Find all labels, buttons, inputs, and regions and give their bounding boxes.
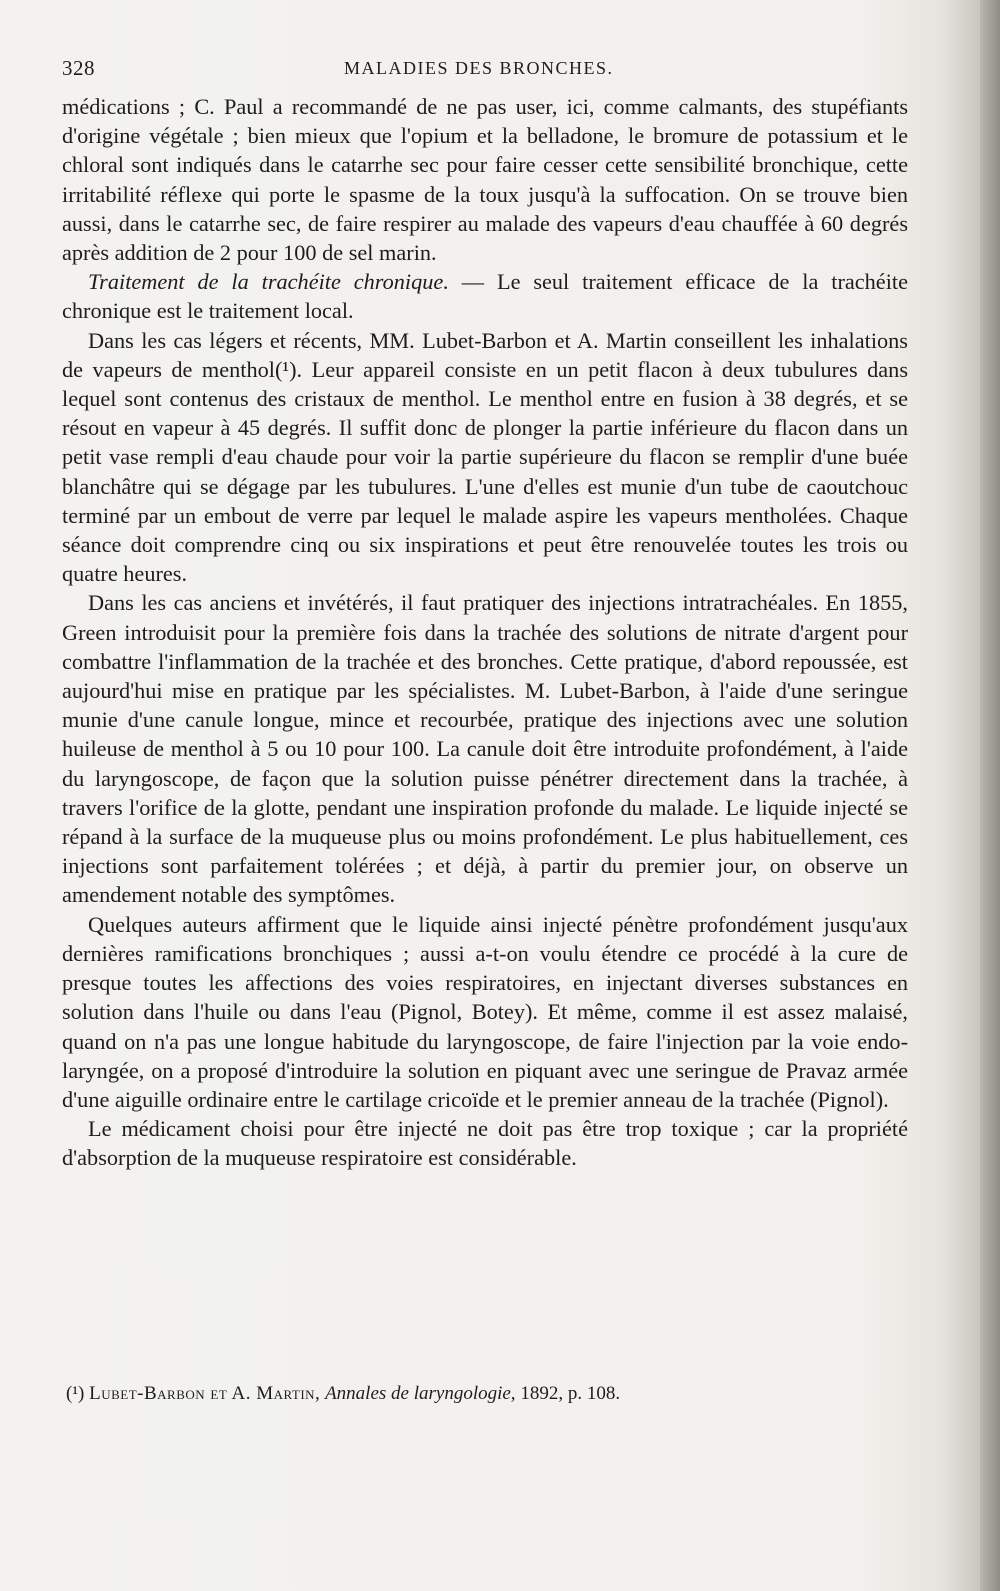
running-head: [62, 56, 922, 86]
paragraph-5: Quelques auteurs affirment que le liquide ainsi injecté pénètre profondément jusqu'aux dernières ramifications bronchiques ; aussi a-t-on voulu étendre ce procédé à la cure de presque toutes les affections des voies respiratoires, en injectant diverses substances en solution dans l'huile ou dans l'eau (Pignol, Botey). Et même, comme il est assez malaisé, quand on n'a pas une longue habitude du laryngoscope, de faire l'injection par la voie endo-laryngée, on a proposé d'introduire la solution en piquant avec une seringue de Pravaz armée d'une aiguille ordinaire entre le cartilage cricoïde et le premier anneau de la trachée (Pignol).: [62, 911, 908, 1112]
paragraph-2: [62, 267, 908, 325]
paragraph-4: Dans les cas anciens et invétérés, il faut pratiquer des injections intratrachéales. En 1855, Green introduisit pour la première fois dans la trachée des solutions de nitrate d'argent pour combattre l'inflammation de la trachée et des bronches. Cette pratique, d'abord repoussée, est aujourd'hui mise en pratique par les spécialistes. M. Lubet-Barbon, à l'aide d'une seringue munie d'une canule longue, mince et recourbée, pratique des injections avec une solution huileuse de menthol à 5 ou 10 pour 100. La canule doit être introduite profondément, à l'aide du laryngoscope, de façon que la solution puisse pénétrer directement dans la trachée, à travers l'orifice de la glotte, pendant une inspiration profonde du malade. Le liquide injecté se répand à la surface de la muqueuse plus ou moins profondément. Le plus habituellement, ces injections sont parfaitement tolérées ; et déjà, à partir du premier jour, on observe un amendement notable des symptômes.: [62, 590, 908, 908]
paragraph-1: médications ; C. Paul a recommandé de ne pas user, ici, comme calmants, des stupéfiants d'origine végétale ; bien mieux que l'opium et la belladone, le bromure de potassium et le chloral sont indiqués dans le catarrhe sec pour faire cesser cette sensibilité bronchique, cette irritabilité réflexe qui porte le spasme de la toux jusqu'à la suffocation. On se trouve bien aussi, dans le catarrhe sec, de faire respirer au malade des vapeurs d'eau chauffée à 60 degrés après addition de 2 pour 100 de sel marin.: [62, 94, 908, 266]
footnote-mark: (¹): [66, 1383, 85, 1404]
paragraph-3: [62, 326, 908, 589]
paragraph-3-text-b: . Leur appareil consiste en un petit flacon à deux tubulures dans lequel sont contenus des cristaux de menthol. Le menthol entre en fusion à 38 degrés, et se résout en vapeur à 45 degrés. Il suffit donc de plonger la partie inférieure du flacon dans un petit vase rempli d'eau chaude pour voir la partie supérieure du flacon se remplir d'une buée blanchâtre qui se dégage par les tubulures. L'une d'elles est munie d'un tube de caoutchouc terminé par un embout de verre par lequel le malade aspire les vapeurs mentholées. Chaque séance doit comprendre cinq ou six inspirations et peut être renouvelée toutes les trois ou quatre heures.: [62, 356, 908, 587]
section-heading-italic: Traitement de la trachéite chronique.: [88, 269, 449, 295]
body-text: [62, 92, 908, 1173]
footnote-authors: Lubet-Barbon et A. Martin,: [89, 1383, 321, 1404]
footnote-reference: (¹): [274, 356, 297, 382]
paragraph-3-text-a: Dans les cas légers et récents, MM. Lubet-Barbon et A. Martin conseillent les inhalations de vapeurs de menthol: [62, 327, 908, 382]
footnote-journal: Annales de laryngologie,: [325, 1383, 516, 1404]
footnote-citation: 1892, p. 108.: [515, 1383, 621, 1404]
page-edge-shadow: [980, 0, 1000, 1591]
running-title: MALADIES DES BRONCHES.: [344, 58, 614, 78]
footnote: [66, 1382, 906, 1406]
paragraph-6: Le médicament choisi pour être injecté ne doit pas être trop toxique ; car la propriété d'absorption de la muqueuse respiratoire est considérable.: [62, 1116, 908, 1171]
paragraph-2-text: — Le seul traitement efficace de la trachéite chronique est le traitement local.: [62, 269, 908, 324]
page-number: 328: [62, 56, 95, 80]
